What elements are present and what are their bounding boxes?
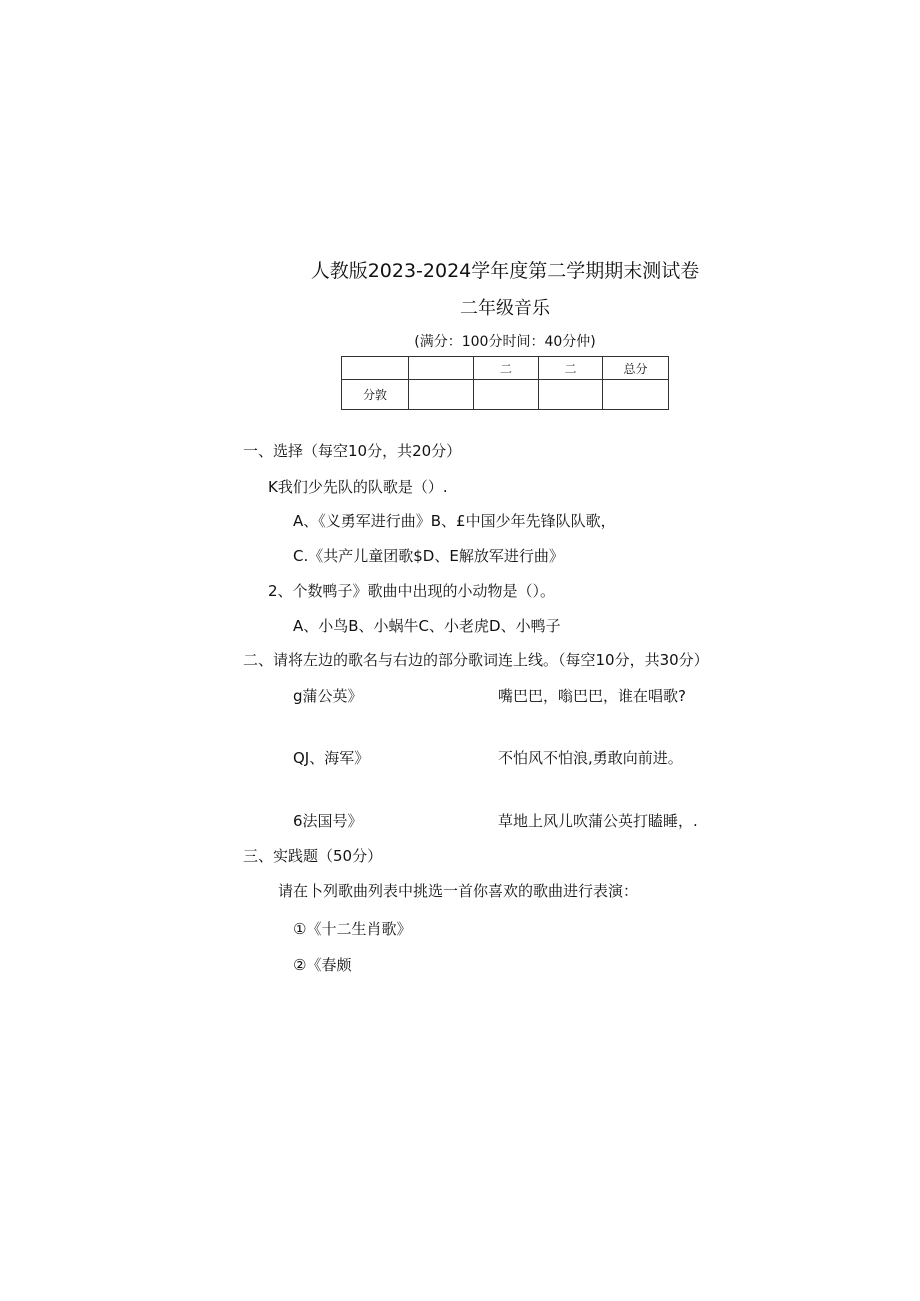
score-table-header-row (342, 357, 669, 380)
score-cell: 分敦 (342, 380, 409, 410)
exam-note: (满分：100分时间：40分仲) (414, 334, 596, 350)
question1-stem: K我们少先队的队歌是（）. (268, 478, 448, 496)
score-cell: 二 (539, 357, 603, 380)
section3-instruction: 请在卜列歌曲列表中挑选一首你喜欢的歌曲进行表演： (278, 882, 639, 900)
score-cell (409, 380, 474, 410)
match-left-item: QJ、海军》 (293, 749, 370, 767)
section2-heading: 二、请将左边的歌名与右边的部分歌词连上线。（每空10分，共30分） (243, 651, 709, 669)
score-cell (342, 357, 409, 380)
match-right-item: 嘴巴巴，嗡巴巴，谁在唱歌? (498, 687, 686, 705)
question2-options: A、小鸟B、小蜗牛C、小老虎D、小鸭子 (293, 617, 561, 635)
section1-heading: 一、选择（每空10分，共20分） (243, 442, 462, 460)
match-right-item: 不怕风不怕浪,勇敢向前进。 (498, 749, 683, 767)
score-cell (603, 380, 669, 410)
score-cell (474, 380, 539, 410)
score-cell (539, 380, 603, 410)
score-cell: 二 (474, 357, 539, 380)
match-right-item: 草地上风儿吹蒲公英打瞌睡，. (498, 812, 698, 830)
question1-options-line1: A、《义勇军进行曲》B、£中国少年先锋队队歌， (293, 512, 616, 530)
question1-options-line2: C.《共产儿童团歌$D、E解放军进行曲》 (293, 547, 564, 565)
song-list-item: ②《春颇 (293, 956, 352, 974)
score-table (341, 356, 669, 410)
exam-title: 人教版2023-2024学年度第二学期期末测试卷 (310, 260, 700, 282)
song-list-item: ①《十二生肖歌》 (293, 920, 412, 938)
match-left-item: 6法国号》 (293, 812, 363, 830)
question2-stem: 2、个数鸭子》歌曲中出现的小动物是（）。 (268, 582, 556, 600)
exam-subtitle: 二年级音乐 (460, 298, 550, 319)
score-cell (409, 357, 474, 380)
section3-heading: 三、实践题（50分） (243, 847, 383, 865)
score-cell: 总分 (603, 357, 669, 380)
match-left-item: g蒲公英》 (293, 687, 363, 705)
score-table-score-row (342, 380, 669, 410)
